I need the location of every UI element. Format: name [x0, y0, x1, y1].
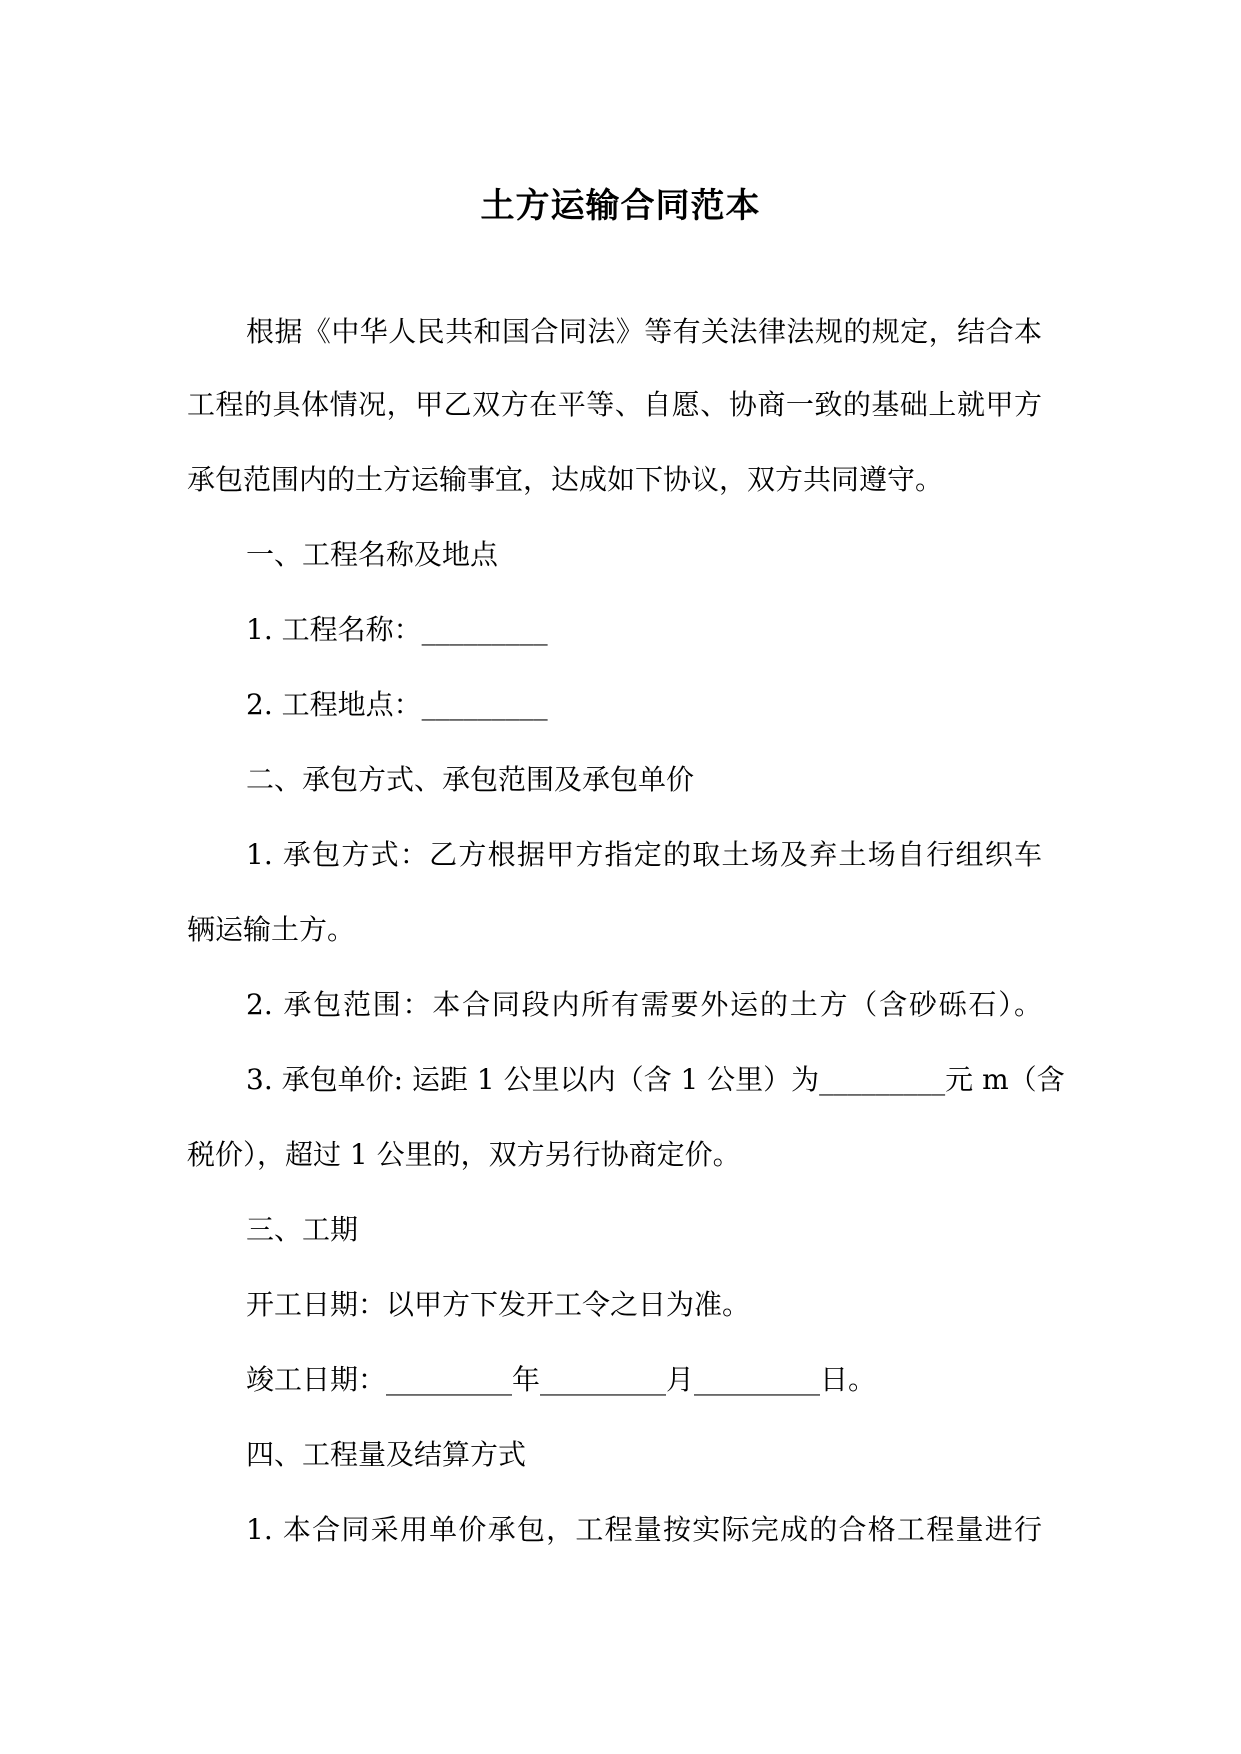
preamble-line-1: 根据《中华人民共和国合同法》等有关法律法规的规定，结合本: [246, 315, 1042, 348]
contract-scope-line: 2. 承包范围：本合同段内所有需要外运的土方（含砂砾石）。: [246, 988, 1042, 1021]
preamble-line-2: 工程的具体情况，甲乙双方在平等、自愿、协商一致的基础上就甲方: [187, 388, 1042, 421]
project-name-field: 1. 工程名称：_________: [246, 613, 548, 646]
preamble-line-3: 承包范围内的土方运输事宜，达成如下协议，双方共同遵守。: [187, 463, 944, 496]
project-location-field: 2. 工程地点：_________: [246, 688, 548, 721]
unit-price-line-2: 税价），超过 1 公里的，双方另行协商定价。: [187, 1138, 741, 1171]
settlement-line-1: 1. 本合同采用单价承包，工程量按实际完成的合格工程量进行: [246, 1513, 1042, 1546]
contract-method-line-2: 辆运输土方。: [187, 913, 356, 946]
start-date-line: 开工日期：以甲方下发开工令之日为准。: [246, 1288, 751, 1321]
completion-date-line: 竣工日期：_________年_________月_________日。: [246, 1363, 877, 1396]
section-heading-3: 三、工期: [246, 1213, 359, 1246]
section-heading-1: 一、工程名称及地点: [246, 538, 499, 571]
section-heading-4: 四、工程量及结算方式: [246, 1438, 527, 1471]
unit-price-line-1: 3. 承包单价: 运距 1 公里以内（含 1 公里）为_________元 m（含: [246, 1063, 1065, 1096]
document-title: 土方运输合同范本: [480, 186, 761, 226]
section-heading-2: 二、承包方式、承包范围及承包单价: [246, 763, 695, 796]
contract-method-line-1: 1. 承包方式：乙方根据甲方指定的取土场及弃土场自行组织车: [246, 838, 1042, 871]
